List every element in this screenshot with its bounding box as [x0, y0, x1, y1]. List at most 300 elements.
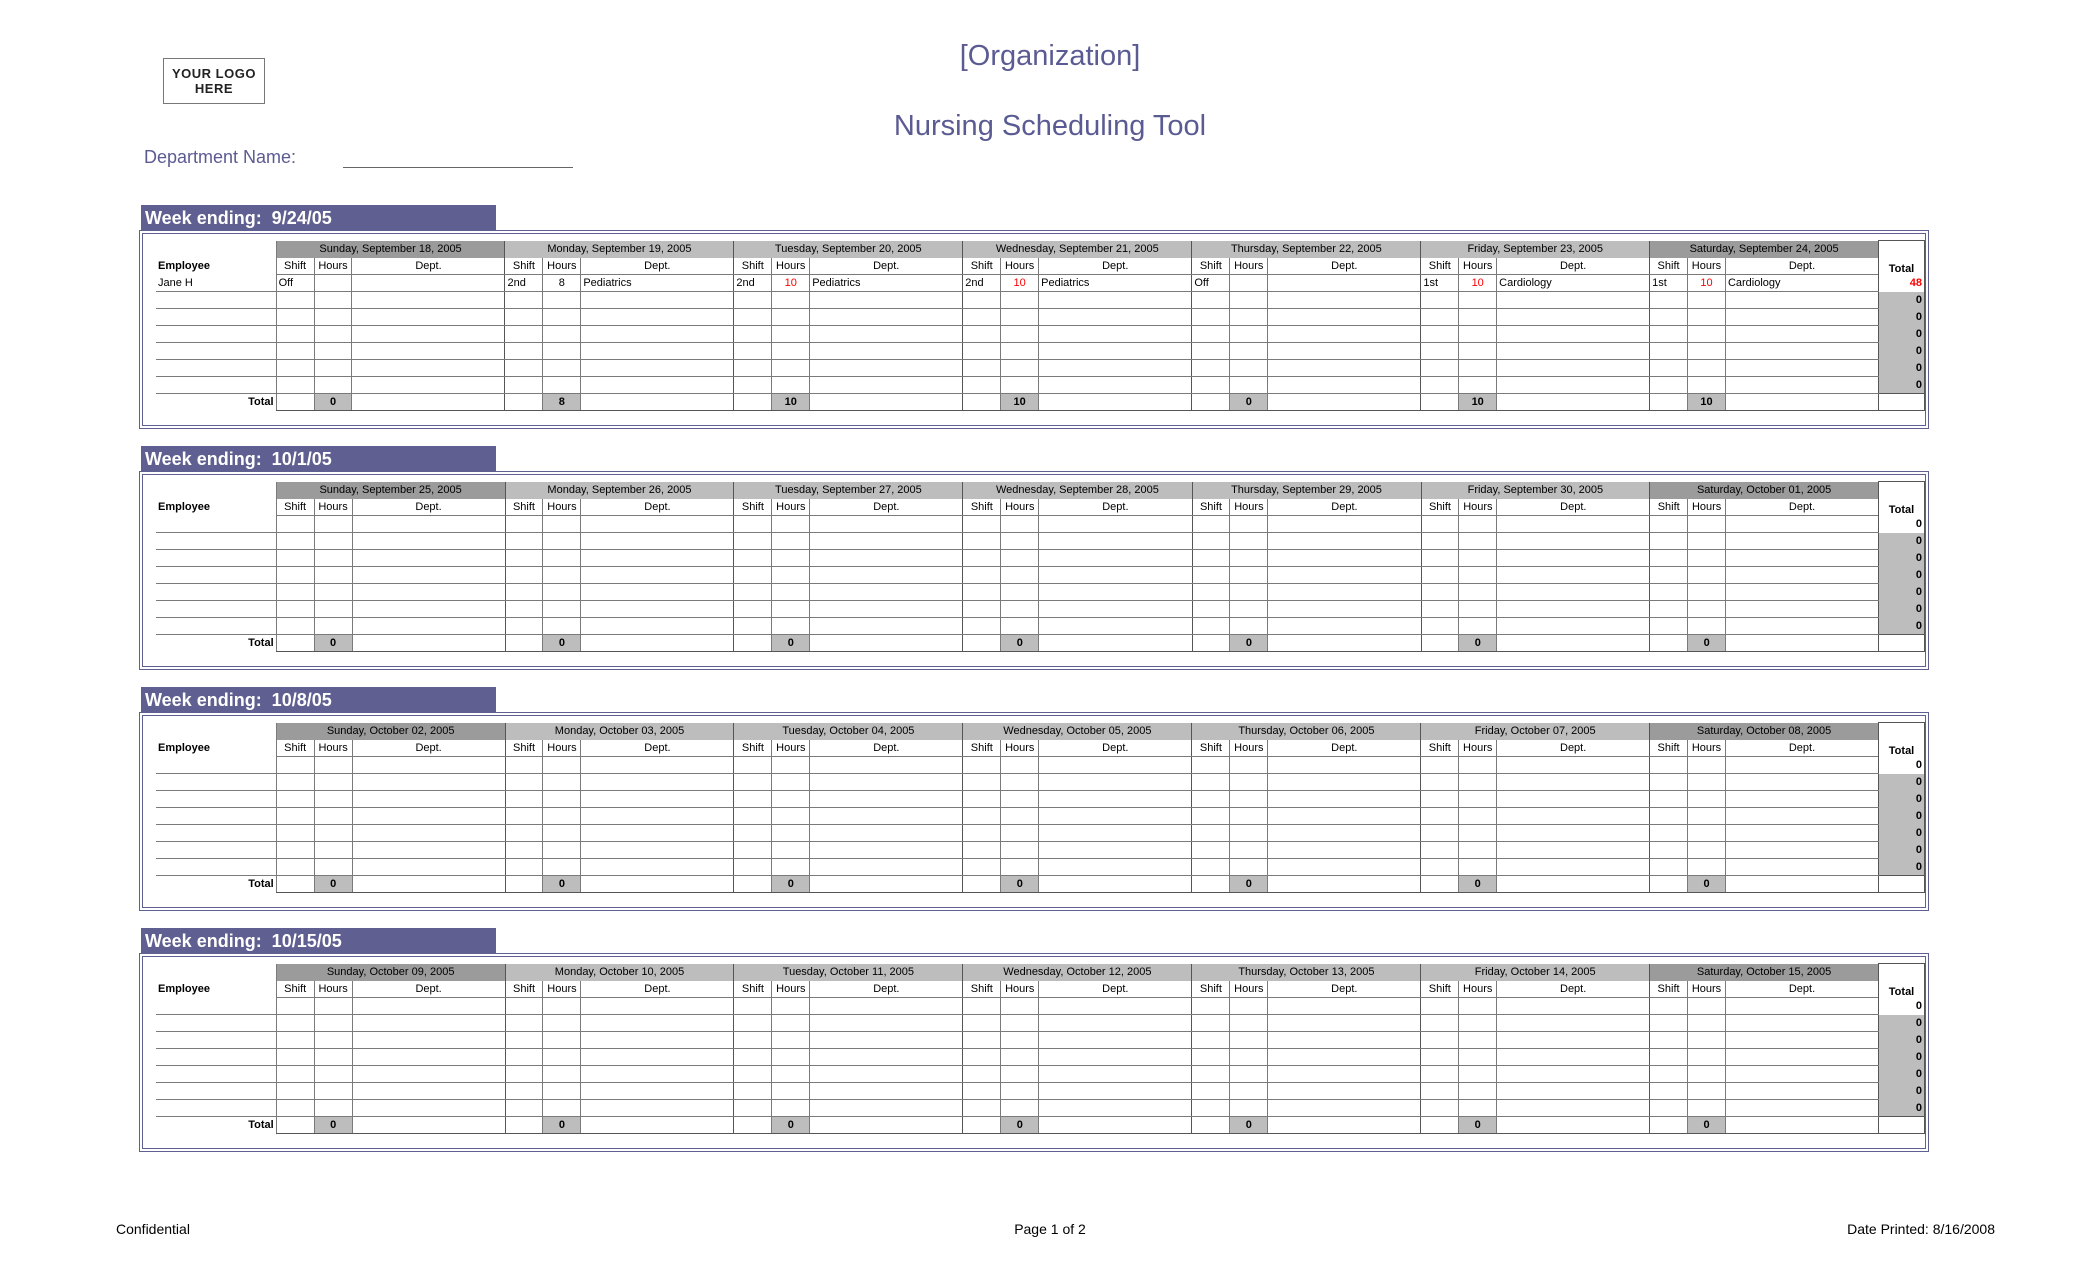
shift-cell[interactable]	[734, 360, 772, 377]
dept-cell[interactable]	[1725, 774, 1878, 791]
hours-cell[interactable]	[1001, 825, 1039, 842]
shift-cell[interactable]	[505, 1083, 543, 1100]
shift-cell[interactable]	[1421, 808, 1459, 825]
shift-cell[interactable]	[1192, 1015, 1230, 1032]
hours-cell[interactable]	[1459, 774, 1497, 791]
hours-cell[interactable]	[772, 377, 810, 394]
shift-cell[interactable]: Off	[1192, 275, 1230, 292]
hours-cell[interactable]	[1688, 618, 1726, 635]
dept-cell[interactable]	[810, 360, 963, 377]
dept-cell[interactable]	[810, 1015, 963, 1032]
shift-cell[interactable]	[1421, 326, 1459, 343]
shift-cell[interactable]	[276, 292, 314, 309]
shift-cell[interactable]	[1421, 842, 1459, 859]
hours-cell[interactable]	[772, 825, 810, 842]
dept-cell[interactable]	[1039, 1015, 1192, 1032]
hours-cell[interactable]	[543, 757, 581, 774]
hours-cell[interactable]	[1001, 774, 1039, 791]
dept-cell[interactable]	[1497, 292, 1650, 309]
shift-cell[interactable]	[963, 326, 1001, 343]
employee-name-cell[interactable]	[156, 791, 276, 808]
hours-cell[interactable]	[772, 1015, 810, 1032]
hours-cell[interactable]	[1001, 859, 1039, 876]
hours-cell[interactable]	[314, 1066, 352, 1083]
hours-cell[interactable]	[1001, 360, 1039, 377]
shift-cell[interactable]	[1192, 791, 1230, 808]
hours-cell[interactable]	[314, 292, 352, 309]
dept-cell[interactable]	[352, 584, 505, 601]
hours-cell[interactable]	[1001, 584, 1039, 601]
shift-cell[interactable]	[276, 533, 314, 550]
shift-cell[interactable]	[276, 567, 314, 584]
hours-cell[interactable]	[772, 309, 810, 326]
shift-cell[interactable]	[1650, 377, 1688, 394]
employee-name-cell[interactable]	[156, 343, 276, 360]
shift-cell[interactable]	[1421, 1100, 1459, 1117]
shift-cell[interactable]	[505, 808, 543, 825]
dept-cell[interactable]	[1725, 292, 1878, 309]
hours-cell[interactable]	[1001, 1049, 1039, 1066]
hours-cell[interactable]	[772, 533, 810, 550]
hours-cell[interactable]	[1001, 842, 1039, 859]
shift-cell[interactable]	[963, 309, 1001, 326]
shift-cell[interactable]	[1421, 1066, 1459, 1083]
shift-cell[interactable]	[276, 377, 314, 394]
dept-cell[interactable]	[352, 343, 505, 360]
dept-cell[interactable]	[1497, 791, 1650, 808]
hours-cell[interactable]	[543, 516, 581, 533]
dept-cell[interactable]	[1497, 859, 1650, 876]
shift-cell[interactable]	[276, 343, 314, 360]
dept-cell[interactable]	[1726, 516, 1879, 533]
dept-cell[interactable]	[1268, 808, 1421, 825]
hours-cell[interactable]	[1459, 1083, 1497, 1100]
shift-cell[interactable]	[963, 516, 1001, 533]
shift-cell[interactable]: 2nd	[734, 275, 772, 292]
dept-cell[interactable]	[352, 1049, 505, 1066]
dept-cell[interactable]	[581, 292, 734, 309]
hours-cell[interactable]	[1230, 533, 1268, 550]
hours-cell[interactable]	[543, 601, 581, 618]
hours-cell[interactable]	[314, 842, 352, 859]
dept-cell[interactable]	[1039, 808, 1192, 825]
hours-cell[interactable]	[1688, 998, 1726, 1015]
shift-cell[interactable]	[963, 842, 1001, 859]
dept-cell[interactable]	[352, 1015, 505, 1032]
dept-cell[interactable]	[1497, 1066, 1650, 1083]
hours-cell[interactable]	[314, 774, 352, 791]
dept-cell[interactable]	[1497, 533, 1650, 550]
hours-cell[interactable]	[543, 825, 581, 842]
hours-cell[interactable]	[1230, 516, 1268, 533]
hours-cell[interactable]	[772, 1083, 810, 1100]
shift-cell[interactable]	[963, 825, 1001, 842]
hours-cell[interactable]	[1230, 1032, 1268, 1049]
employee-name-cell[interactable]	[156, 601, 276, 618]
shift-cell[interactable]	[1192, 326, 1230, 343]
shift-cell[interactable]	[276, 1066, 314, 1083]
shift-cell[interactable]	[1421, 998, 1459, 1015]
dept-cell[interactable]	[810, 859, 963, 876]
hours-cell[interactable]	[1230, 275, 1268, 292]
dept-cell[interactable]	[1268, 275, 1421, 292]
hours-cell[interactable]	[543, 1100, 581, 1117]
dept-cell[interactable]	[1268, 757, 1421, 774]
dept-cell[interactable]	[810, 292, 963, 309]
shift-cell[interactable]	[963, 567, 1001, 584]
dept-cell[interactable]	[1039, 1066, 1192, 1083]
shift-cell[interactable]	[963, 618, 1001, 635]
dept-cell[interactable]	[1268, 550, 1421, 567]
dept-cell[interactable]	[810, 516, 963, 533]
hours-cell[interactable]	[1001, 618, 1039, 635]
hours-cell[interactable]	[1459, 618, 1497, 635]
dept-cell[interactable]	[581, 343, 734, 360]
dept-cell[interactable]: Pediatrics	[810, 275, 963, 292]
hours-cell[interactable]	[772, 584, 810, 601]
shift-cell[interactable]	[276, 842, 314, 859]
shift-cell[interactable]	[963, 1032, 1001, 1049]
hours-cell[interactable]	[314, 584, 352, 601]
hours-cell[interactable]	[543, 1032, 581, 1049]
hours-cell[interactable]	[772, 998, 810, 1015]
hours-cell[interactable]	[1688, 567, 1726, 584]
hours-cell[interactable]	[1230, 1066, 1268, 1083]
employee-name-cell[interactable]	[156, 533, 276, 550]
shift-cell[interactable]: 2nd	[963, 275, 1001, 292]
hours-cell[interactable]	[1001, 567, 1039, 584]
dept-cell[interactable]	[810, 1049, 963, 1066]
dept-cell[interactable]	[1268, 377, 1421, 394]
dept-cell[interactable]	[1725, 1032, 1878, 1049]
shift-cell[interactable]	[1421, 774, 1459, 791]
shift-cell[interactable]	[1421, 618, 1459, 635]
hours-cell[interactable]	[1688, 377, 1726, 394]
dept-cell[interactable]	[581, 550, 734, 567]
dept-cell[interactable]	[352, 757, 505, 774]
shift-cell[interactable]	[1192, 601, 1230, 618]
dept-cell[interactable]	[810, 1100, 963, 1117]
hours-cell[interactable]	[543, 567, 581, 584]
shift-cell[interactable]	[276, 309, 314, 326]
shift-cell[interactable]	[505, 567, 543, 584]
shift-cell[interactable]	[276, 1032, 314, 1049]
shift-cell[interactable]	[963, 774, 1001, 791]
dept-cell[interactable]	[1725, 998, 1878, 1015]
dept-cell[interactable]	[581, 601, 734, 618]
hours-cell[interactable]	[1688, 533, 1726, 550]
dept-cell[interactable]	[1039, 774, 1192, 791]
shift-cell[interactable]	[734, 1100, 772, 1117]
dept-cell[interactable]	[1039, 825, 1192, 842]
shift-cell[interactable]	[1421, 1049, 1459, 1066]
dept-cell[interactable]	[581, 1066, 734, 1083]
hours-cell[interactable]	[772, 360, 810, 377]
dept-cell[interactable]	[352, 533, 505, 550]
hours-cell[interactable]	[314, 825, 352, 842]
hours-cell[interactable]	[1459, 1032, 1497, 1049]
shift-cell[interactable]	[1650, 774, 1688, 791]
dept-cell[interactable]	[1268, 360, 1421, 377]
hours-cell[interactable]	[1230, 1100, 1268, 1117]
hours-cell[interactable]	[543, 292, 581, 309]
shift-cell[interactable]	[276, 825, 314, 842]
shift-cell[interactable]	[1192, 618, 1230, 635]
shift-cell[interactable]: Off	[276, 275, 314, 292]
hours-cell[interactable]	[1230, 377, 1268, 394]
dept-cell[interactable]	[1725, 1066, 1878, 1083]
shift-cell[interactable]	[505, 1015, 543, 1032]
hours-cell[interactable]	[314, 618, 352, 635]
dept-cell[interactable]	[810, 998, 963, 1015]
shift-cell[interactable]	[963, 859, 1001, 876]
shift-cell[interactable]	[1650, 1083, 1688, 1100]
hours-cell[interactable]	[314, 1015, 352, 1032]
shift-cell[interactable]	[505, 791, 543, 808]
hours-cell[interactable]	[1230, 1049, 1268, 1066]
employee-name-cell[interactable]	[156, 1083, 276, 1100]
hours-cell[interactable]	[314, 309, 352, 326]
hours-cell[interactable]	[1230, 825, 1268, 842]
dept-cell[interactable]	[1039, 618, 1192, 635]
hours-cell[interactable]	[1230, 584, 1268, 601]
dept-cell[interactable]	[581, 326, 734, 343]
shift-cell[interactable]	[1650, 1032, 1688, 1049]
dept-cell[interactable]	[1497, 1049, 1650, 1066]
shift-cell[interactable]	[734, 859, 772, 876]
dept-cell[interactable]	[352, 360, 505, 377]
dept-cell[interactable]	[810, 1066, 963, 1083]
hours-cell[interactable]	[1001, 533, 1039, 550]
hours-cell[interactable]: 10	[1459, 275, 1497, 292]
shift-cell[interactable]	[505, 292, 543, 309]
hours-cell[interactable]	[543, 808, 581, 825]
employee-name-cell[interactable]	[156, 774, 276, 791]
dept-cell[interactable]	[352, 825, 505, 842]
hours-cell[interactable]	[314, 516, 352, 533]
dept-cell[interactable]	[581, 533, 734, 550]
hours-cell[interactable]	[1688, 859, 1726, 876]
dept-cell[interactable]	[1039, 550, 1192, 567]
employee-name-cell[interactable]	[156, 825, 276, 842]
shift-cell[interactable]	[734, 808, 772, 825]
shift-cell[interactable]	[1192, 584, 1230, 601]
shift-cell[interactable]	[1650, 998, 1688, 1015]
dept-cell[interactable]	[1497, 618, 1650, 635]
shift-cell[interactable]	[505, 859, 543, 876]
shift-cell[interactable]	[1192, 1032, 1230, 1049]
hours-cell[interactable]: 8	[543, 275, 581, 292]
dept-cell[interactable]	[810, 825, 963, 842]
hours-cell[interactable]	[543, 550, 581, 567]
hours-cell[interactable]	[543, 1066, 581, 1083]
shift-cell[interactable]	[734, 1032, 772, 1049]
shift-cell[interactable]	[734, 516, 772, 533]
dept-cell[interactable]: Cardiology	[1497, 275, 1650, 292]
dept-cell[interactable]	[581, 842, 734, 859]
shift-cell[interactable]	[276, 1083, 314, 1100]
shift-cell[interactable]	[505, 618, 543, 635]
hours-cell[interactable]	[1688, 1032, 1726, 1049]
hours-cell[interactable]	[1688, 550, 1726, 567]
dept-cell[interactable]	[581, 377, 734, 394]
hours-cell[interactable]	[1688, 825, 1726, 842]
dept-cell[interactable]	[1725, 808, 1878, 825]
hours-cell[interactable]	[543, 859, 581, 876]
shift-cell[interactable]	[734, 1049, 772, 1066]
shift-cell[interactable]	[505, 757, 543, 774]
shift-cell[interactable]	[505, 774, 543, 791]
dept-cell[interactable]	[810, 584, 963, 601]
dept-cell[interactable]	[581, 1100, 734, 1117]
shift-cell[interactable]	[734, 842, 772, 859]
hours-cell[interactable]	[1001, 292, 1039, 309]
shift-cell[interactable]	[1650, 808, 1688, 825]
shift-cell[interactable]	[963, 533, 1001, 550]
dept-cell[interactable]	[581, 567, 734, 584]
hours-cell[interactable]	[314, 360, 352, 377]
shift-cell[interactable]	[505, 516, 543, 533]
hours-cell[interactable]	[772, 859, 810, 876]
dept-cell[interactable]	[1497, 842, 1650, 859]
hours-cell[interactable]	[772, 326, 810, 343]
dept-cell[interactable]	[352, 550, 505, 567]
dept-cell[interactable]	[352, 309, 505, 326]
shift-cell[interactable]	[963, 808, 1001, 825]
hours-cell[interactable]	[1230, 859, 1268, 876]
shift-cell[interactable]	[505, 601, 543, 618]
shift-cell[interactable]	[276, 618, 314, 635]
hours-cell[interactable]	[314, 343, 352, 360]
dept-cell[interactable]	[810, 533, 963, 550]
shift-cell[interactable]	[1650, 1100, 1688, 1117]
employee-name-cell[interactable]	[156, 618, 276, 635]
hours-cell[interactable]	[772, 757, 810, 774]
hours-cell[interactable]	[1001, 343, 1039, 360]
dept-cell[interactable]	[1039, 309, 1192, 326]
dept-cell[interactable]	[1039, 343, 1192, 360]
dept-cell[interactable]	[581, 1015, 734, 1032]
hours-cell[interactable]	[1688, 1083, 1726, 1100]
dept-cell[interactable]	[1039, 1032, 1192, 1049]
shift-cell[interactable]	[734, 825, 772, 842]
hours-cell[interactable]	[772, 516, 810, 533]
shift-cell[interactable]	[505, 1049, 543, 1066]
shift-cell[interactable]	[734, 998, 772, 1015]
hours-cell[interactable]	[1230, 1083, 1268, 1100]
dept-cell[interactable]	[1268, 292, 1421, 309]
shift-cell[interactable]	[963, 292, 1001, 309]
dept-cell[interactable]	[1497, 326, 1650, 343]
dept-cell[interactable]	[1268, 516, 1421, 533]
hours-cell[interactable]	[1001, 791, 1039, 808]
hours-cell[interactable]	[1688, 516, 1726, 533]
dept-cell[interactable]	[581, 791, 734, 808]
dept-cell[interactable]	[1039, 360, 1192, 377]
dept-cell[interactable]	[581, 1032, 734, 1049]
shift-cell[interactable]	[276, 601, 314, 618]
dept-cell[interactable]	[581, 618, 734, 635]
shift-cell[interactable]	[1650, 618, 1688, 635]
shift-cell[interactable]	[963, 791, 1001, 808]
dept-cell[interactable]	[1497, 567, 1650, 584]
hours-cell[interactable]	[543, 618, 581, 635]
department-name-field[interactable]	[343, 167, 573, 168]
shift-cell[interactable]	[505, 825, 543, 842]
hours-cell[interactable]	[772, 550, 810, 567]
dept-cell[interactable]	[1268, 1100, 1421, 1117]
shift-cell[interactable]	[734, 791, 772, 808]
hours-cell[interactable]	[314, 326, 352, 343]
dept-cell[interactable]	[1725, 377, 1878, 394]
hours-cell[interactable]	[1688, 1049, 1726, 1066]
shift-cell[interactable]	[1650, 601, 1688, 618]
hours-cell[interactable]	[1459, 808, 1497, 825]
dept-cell[interactable]	[1268, 309, 1421, 326]
hours-cell[interactable]	[543, 309, 581, 326]
hours-cell[interactable]	[772, 1066, 810, 1083]
hours-cell[interactable]	[1459, 309, 1497, 326]
hours-cell[interactable]	[1230, 343, 1268, 360]
hours-cell[interactable]	[1688, 774, 1726, 791]
dept-cell[interactable]	[581, 998, 734, 1015]
shift-cell[interactable]	[734, 1066, 772, 1083]
dept-cell[interactable]	[810, 550, 963, 567]
shift-cell[interactable]: 1st	[1650, 275, 1688, 292]
dept-cell[interactable]	[581, 1049, 734, 1066]
shift-cell[interactable]	[734, 618, 772, 635]
dept-cell[interactable]	[810, 774, 963, 791]
hours-cell[interactable]	[1459, 550, 1497, 567]
dept-cell[interactable]	[1039, 791, 1192, 808]
dept-cell[interactable]	[1268, 1083, 1421, 1100]
hours-cell[interactable]	[772, 1049, 810, 1066]
dept-cell[interactable]	[352, 791, 505, 808]
hours-cell[interactable]	[1230, 1015, 1268, 1032]
dept-cell[interactable]	[1497, 774, 1650, 791]
employee-name-cell[interactable]	[156, 584, 276, 601]
employee-name-cell[interactable]	[156, 842, 276, 859]
hours-cell[interactable]	[1001, 601, 1039, 618]
dept-cell[interactable]	[1268, 1015, 1421, 1032]
shift-cell[interactable]	[734, 550, 772, 567]
employee-name-cell[interactable]	[156, 757, 276, 774]
shift-cell[interactable]	[963, 1049, 1001, 1066]
dept-cell[interactable]	[581, 825, 734, 842]
shift-cell[interactable]	[276, 1100, 314, 1117]
shift-cell[interactable]	[1192, 309, 1230, 326]
dept-cell[interactable]	[1039, 377, 1192, 394]
dept-cell[interactable]	[1039, 584, 1192, 601]
shift-cell[interactable]	[1650, 1066, 1688, 1083]
shift-cell[interactable]	[276, 998, 314, 1015]
shift-cell[interactable]	[1421, 377, 1459, 394]
shift-cell[interactable]	[963, 550, 1001, 567]
hours-cell[interactable]	[1688, 791, 1726, 808]
dept-cell[interactable]	[810, 377, 963, 394]
hours-cell[interactable]	[1001, 757, 1039, 774]
hours-cell[interactable]	[1230, 774, 1268, 791]
shift-cell[interactable]	[734, 533, 772, 550]
shift-cell[interactable]	[505, 998, 543, 1015]
dept-cell[interactable]	[1039, 516, 1192, 533]
shift-cell[interactable]	[963, 1015, 1001, 1032]
shift-cell[interactable]	[1650, 791, 1688, 808]
shift-cell[interactable]	[1421, 550, 1459, 567]
dept-cell[interactable]	[1497, 343, 1650, 360]
shift-cell[interactable]	[963, 601, 1001, 618]
dept-cell[interactable]	[581, 1083, 734, 1100]
